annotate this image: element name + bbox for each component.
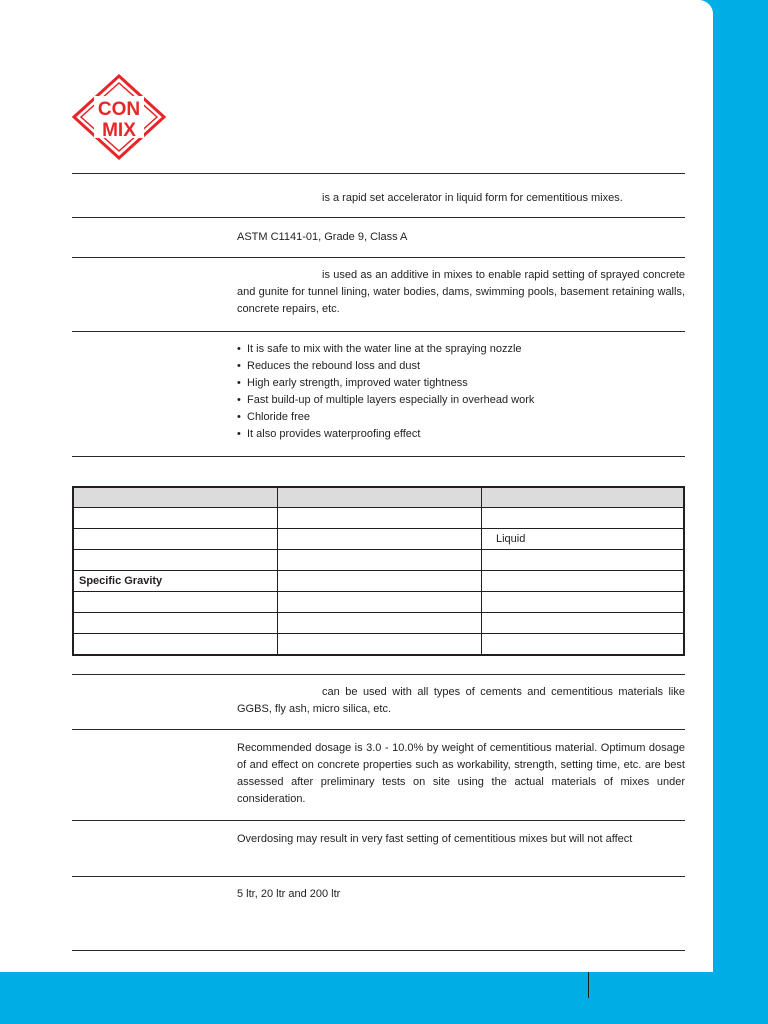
footer-mark — [588, 972, 589, 998]
table-row — [73, 550, 684, 571]
table-cell — [73, 592, 278, 613]
overdosing-text: Overdosing may result in very fast setting of cementitious mixes but will not affect — [237, 833, 633, 845]
table-cell — [482, 634, 685, 656]
conmix-logo — [72, 74, 166, 160]
table-cell — [73, 550, 278, 571]
properties-table — [72, 486, 685, 656]
divider — [72, 674, 685, 675]
table-cell — [73, 634, 278, 656]
divider — [72, 173, 685, 174]
list-item: • It also provides waterproofing effect — [237, 426, 685, 443]
table-cell — [278, 550, 482, 571]
table-row — [73, 529, 684, 550]
table-cell — [278, 508, 482, 529]
table-cell — [73, 613, 278, 634]
divider — [72, 729, 685, 730]
standards-text: ASTM C1141-01, Grade 9, Class A — [237, 231, 408, 243]
compatibility-value: can be used with all types of cements and cementitious materials like GGBS, fly ash, micro silica, etc. — [237, 686, 685, 715]
divider — [72, 456, 685, 457]
table-cell — [482, 592, 685, 613]
divider — [72, 331, 685, 332]
table-cell — [482, 508, 685, 529]
divider — [72, 876, 685, 877]
table-cell: Liquid — [482, 529, 685, 550]
list-item: • Fast build-up of multiple layers especially in overhead work — [237, 392, 685, 409]
description-value: is a rapid set accelerator in liquid form for cementitious mixes. — [322, 192, 623, 204]
table-cell — [482, 571, 685, 592]
table-cell — [278, 529, 482, 550]
page-top-tab — [0, 0, 305, 62]
table-cell — [73, 508, 278, 529]
packaging-text: 5 ltr, 20 ltr and 200 ltr — [237, 888, 341, 900]
table-cell — [278, 634, 482, 656]
list-item: • Chloride free — [237, 409, 685, 426]
list-item: • Reduces the rebound loss and dust — [237, 358, 685, 375]
table-cell — [482, 613, 685, 634]
table-row — [73, 634, 684, 656]
divider — [72, 257, 685, 258]
table-row — [73, 508, 684, 529]
advantages-list — [237, 341, 685, 443]
table-cell — [278, 613, 482, 634]
dosage-text: Recommended dosage is 3.0 - 10.0% by weight of cementitious material. Optimum dosage of and effect on concrete properties such as workability, strength, setting time, etc. are best assessed after preliminary tests on site using the actual materials of mixes under consideration. — [237, 742, 685, 805]
description-text — [237, 190, 685, 207]
logo-text-top: CON — [97, 99, 141, 120]
table-cell — [278, 571, 482, 592]
table-cell — [73, 529, 278, 550]
table-row — [73, 592, 684, 613]
table-cell — [278, 592, 482, 613]
uses-value: is used as an additive in mixes to enable rapid setting of sprayed concrete and gunite for tunnel lining, water bodies, dams, swimming pools, basement retaining walls, concrete repairs, etc. — [237, 269, 685, 315]
table-row — [73, 571, 684, 592]
list-item: • High early strength, improved water tightness — [237, 375, 685, 392]
compatibility-text — [237, 684, 685, 718]
table-cell — [482, 550, 685, 571]
uses-text — [237, 267, 685, 318]
divider — [72, 950, 685, 951]
table-cell — [278, 487, 482, 508]
table-row — [73, 613, 684, 634]
divider — [72, 217, 685, 218]
logo-text-bottom: MIX — [102, 120, 136, 141]
table-cell: Specific Gravity — [73, 571, 278, 592]
list-item: • It is safe to mix with the water line at the spraying nozzle — [237, 341, 685, 358]
divider — [72, 820, 685, 821]
table-cell — [482, 487, 685, 508]
table-header-row — [73, 487, 684, 508]
table-cell — [73, 487, 278, 508]
